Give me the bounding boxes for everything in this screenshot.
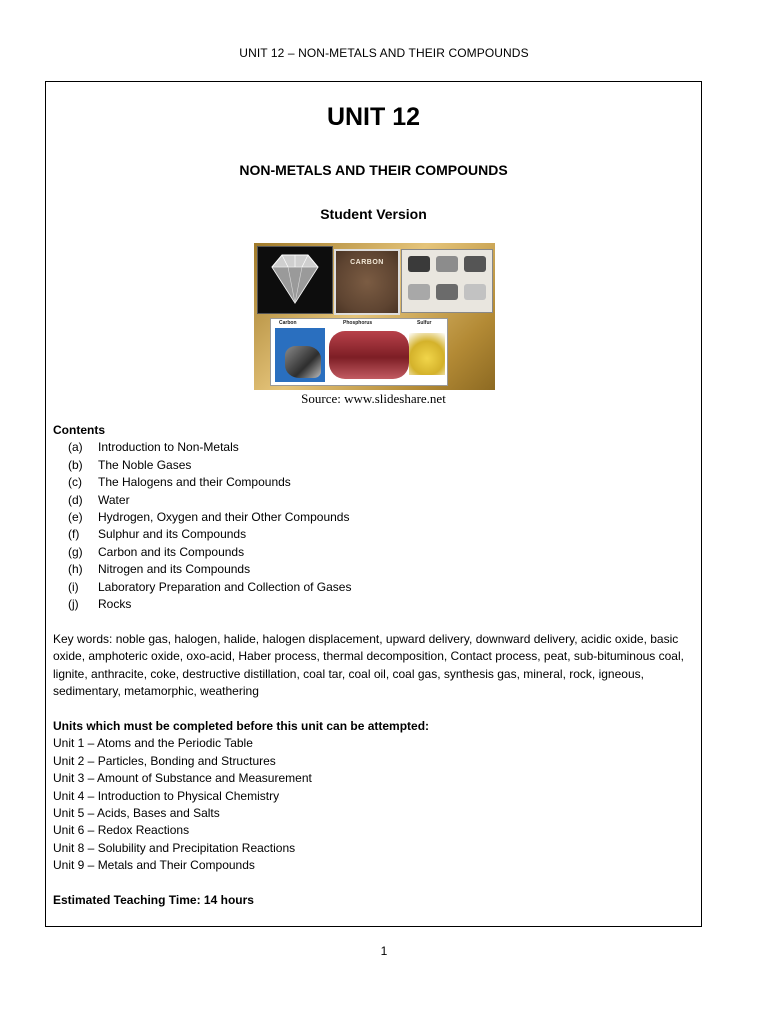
contents-heading: Contents [53,423,105,437]
item-letter: (i) [68,579,79,594]
mineral-sample [408,256,430,272]
carbon-allotropes-image [401,249,493,313]
prerequisites-heading: Units which must be completed before this unit can be attempted: [53,719,430,733]
mineral-sample [464,256,486,272]
keywords-paragraph: Key words: noble gas, halogen, halide, halogen displacement, upward delivery, downward delivery, acidic oxide, basic oxide, amphoteric oxide, oxo-acid, Haber process, thermal decomposition, Contact process, peat, sub-bituminous coal, lignite, anthracite, coke, destructive distillation, coal tar, coal oil, coal gas, synthesis gas, mineral, rock, igneous, sedimentary, metamorphic, weathering [53,632,684,699]
list-item [53,596,693,613]
item-letter: (b) [68,457,83,472]
diamond-image [257,246,333,314]
element-label-sulfur: Sulfur [417,320,432,326]
prerequisite-unit: Unit 3 – Amount of Substance and Measurement [53,771,312,786]
item-text: Sulphur and its Compounds [98,527,247,542]
item-letter: (h) [68,562,83,577]
element-label-phosphorus: Phosphorus [343,320,373,326]
prerequisite-unit: Unit 6 – Redox Reactions [53,823,190,838]
item-letter: (c) [68,475,82,490]
item-letter: (j) [68,597,79,612]
cover-frame [45,81,702,927]
mineral-sample [408,284,430,300]
list-item [53,509,693,526]
unit-title: UNIT 12 [326,103,421,131]
prerequisite-unit: Unit 2 – Particles, Bonding and Structures [53,753,276,768]
mineral-sample [464,284,486,300]
teaching-time: Estimated Teaching Time: 14 hours [53,893,254,907]
item-text: The Halogens and their Compounds [98,475,291,490]
red-phosphorus-image [329,331,409,379]
elements-photo-strip [270,318,448,386]
list-item [53,561,693,578]
list-item [53,492,693,509]
item-text: Hydrogen, Oxygen and their Other Compounds [98,510,350,525]
running-header: UNIT 12 – NON-METALS AND THEIR COMPOUNDS [239,46,529,60]
prerequisite-unit: Unit 4 – Introduction to Physical Chemistry [53,788,280,803]
item-letter: (e) [68,510,83,525]
element-label-carbon: Carbon [279,320,297,326]
list-item [53,457,693,474]
item-text: Rocks [98,597,132,612]
version-label: Student Version [320,206,427,222]
list-item [53,439,693,456]
item-letter: (a) [68,440,83,455]
prerequisite-unit: Unit 9 – Metals and Their Compounds [53,858,255,873]
item-text: Nitrogen and its Compounds [98,562,251,577]
list-item [53,526,693,543]
contents-list [53,439,693,613]
list-item [53,579,693,596]
item-letter: (f) [68,527,80,542]
item-text: Carbon and its Compounds [98,544,245,559]
item-text: Laboratory Preparation and Collection of Gases [98,579,352,594]
mineral-sample [436,284,458,300]
prerequisites-section [53,718,693,875]
carbon-powder-image [334,249,400,315]
mineral-sample [436,256,458,272]
item-letter: (g) [68,544,83,559]
item-letter: (d) [68,492,83,507]
contents-section [53,422,693,613]
graphite-sample-image [275,328,325,382]
sulfur-sample-image [409,333,445,375]
unit-subtitle: NON-METALS AND THEIR COMPOUNDS [239,162,508,178]
list-item [53,544,693,561]
image-caption: Source: www.slideshare.net [301,391,446,406]
item-text: Water [98,492,130,507]
prerequisite-unit: Unit 1 – Atoms and the Periodic Table [53,736,253,751]
item-text: The Noble Gases [98,457,192,472]
carbon-image-label: CARBON [350,259,384,266]
prerequisite-unit: Unit 8 – Solubility and Precipitation Reactions [53,840,296,855]
list-item [53,474,693,491]
non-metals-collage-image [254,243,495,390]
page-number: 1 [380,944,388,958]
prerequisite-unit: Unit 5 – Acids, Bases and Salts [53,806,220,821]
item-text: Introduction to Non-Metals [98,440,239,455]
